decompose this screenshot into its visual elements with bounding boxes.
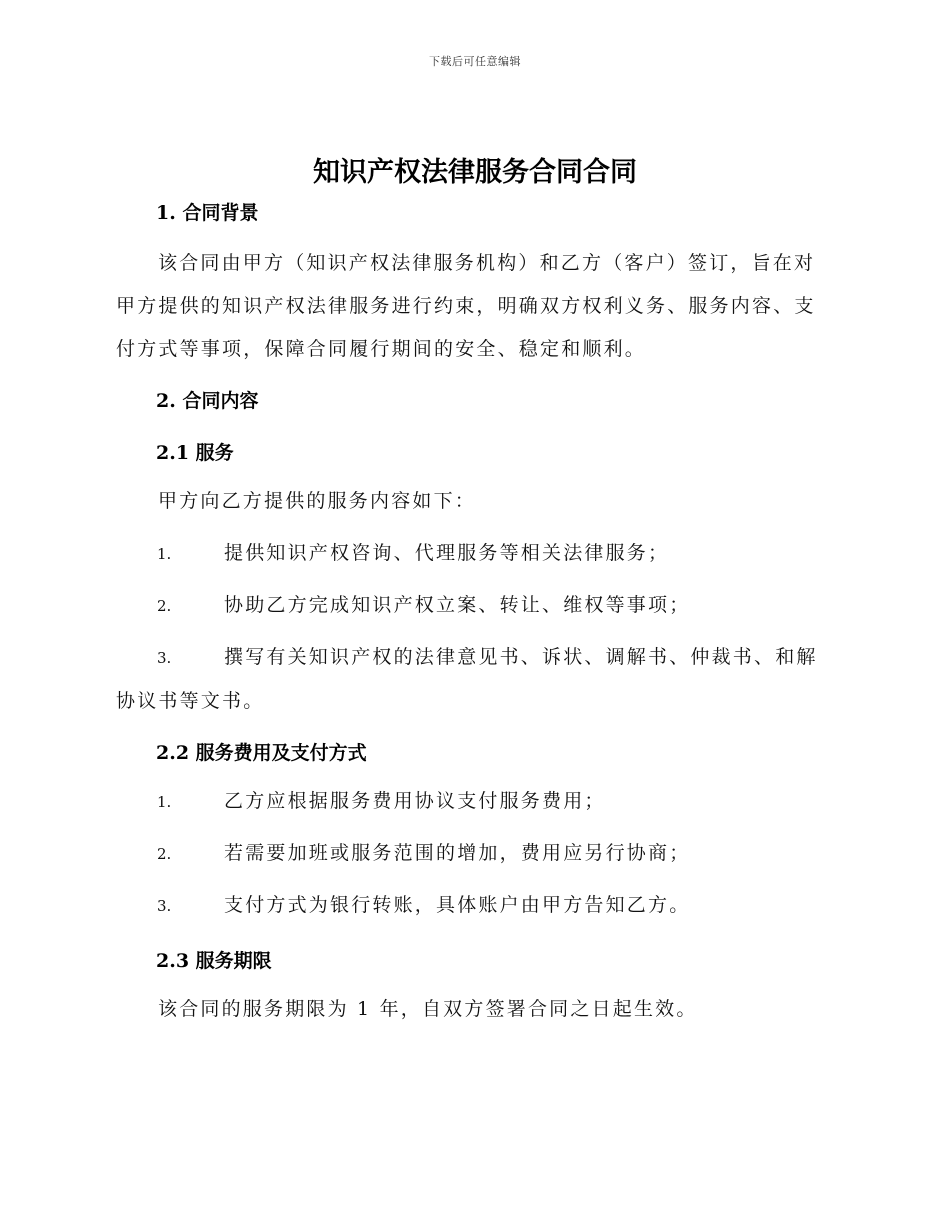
list-item-number: 3.	[157, 649, 172, 667]
list-item-number: 1.	[157, 793, 172, 811]
list-item	[116, 532, 831, 576]
list-item	[116, 832, 831, 876]
list-item-text: 若需要加班或服务范围的增加，费用应另行协商；	[224, 842, 691, 864]
document-title: 知识产权法律服务合同合同	[313, 157, 637, 188]
list-item-number: 2.	[157, 597, 172, 615]
list-item-text: 支付方式为银行转账，具体账户由甲方告知乙方。	[224, 894, 691, 916]
list-item-text: 协助乙方完成知识产权立案、转让、维权等事项；	[224, 594, 691, 616]
list-item-text: 撰写有关知识产权的法律意见书、诉状、调解书、仲裁书、和解协议书等文书。	[116, 646, 818, 712]
section-2-heading: 2. 合同内容	[156, 390, 259, 412]
section-2-1-intro: 甲方向乙方提供的服务内容如下：	[158, 490, 477, 512]
list-item-text: 提供知识产权咨询、代理服务等相关法律服务；	[224, 542, 670, 564]
section-1-paragraph: 该合同由甲方（知识产权法律服务机构）和乙方（客户）签订，旨在对甲方提供的知识产权法律服务进行约束，明确双方权利义务、服务内容、支付方式等事项，保障合同履行期间的安全、稳定和顺利。	[116, 252, 816, 360]
section-2-1-heading: 2.1 服务	[156, 442, 234, 464]
list-item	[116, 780, 831, 824]
list-item-text: 乙方应根据服务费用协议支付服务费用；	[224, 790, 606, 812]
list-item-number: 2.	[157, 845, 172, 863]
list-item-number: 3.	[157, 897, 172, 915]
section-2-2-heading: 2.2 服务费用及支付方式	[156, 742, 367, 764]
list-item	[116, 636, 831, 723]
section-1-heading: 1. 合同背景	[156, 202, 259, 224]
list-item-number: 1.	[157, 545, 172, 563]
section-2-3-paragraph: 该合同的服务期限为 1 年，自双方签署合同之日起生效。	[158, 998, 698, 1020]
header-note: 下载后可任意编辑	[429, 55, 521, 68]
list-item	[116, 884, 831, 928]
section-2-3-heading: 2.3 服务期限	[156, 950, 272, 972]
list-item	[116, 584, 831, 628]
